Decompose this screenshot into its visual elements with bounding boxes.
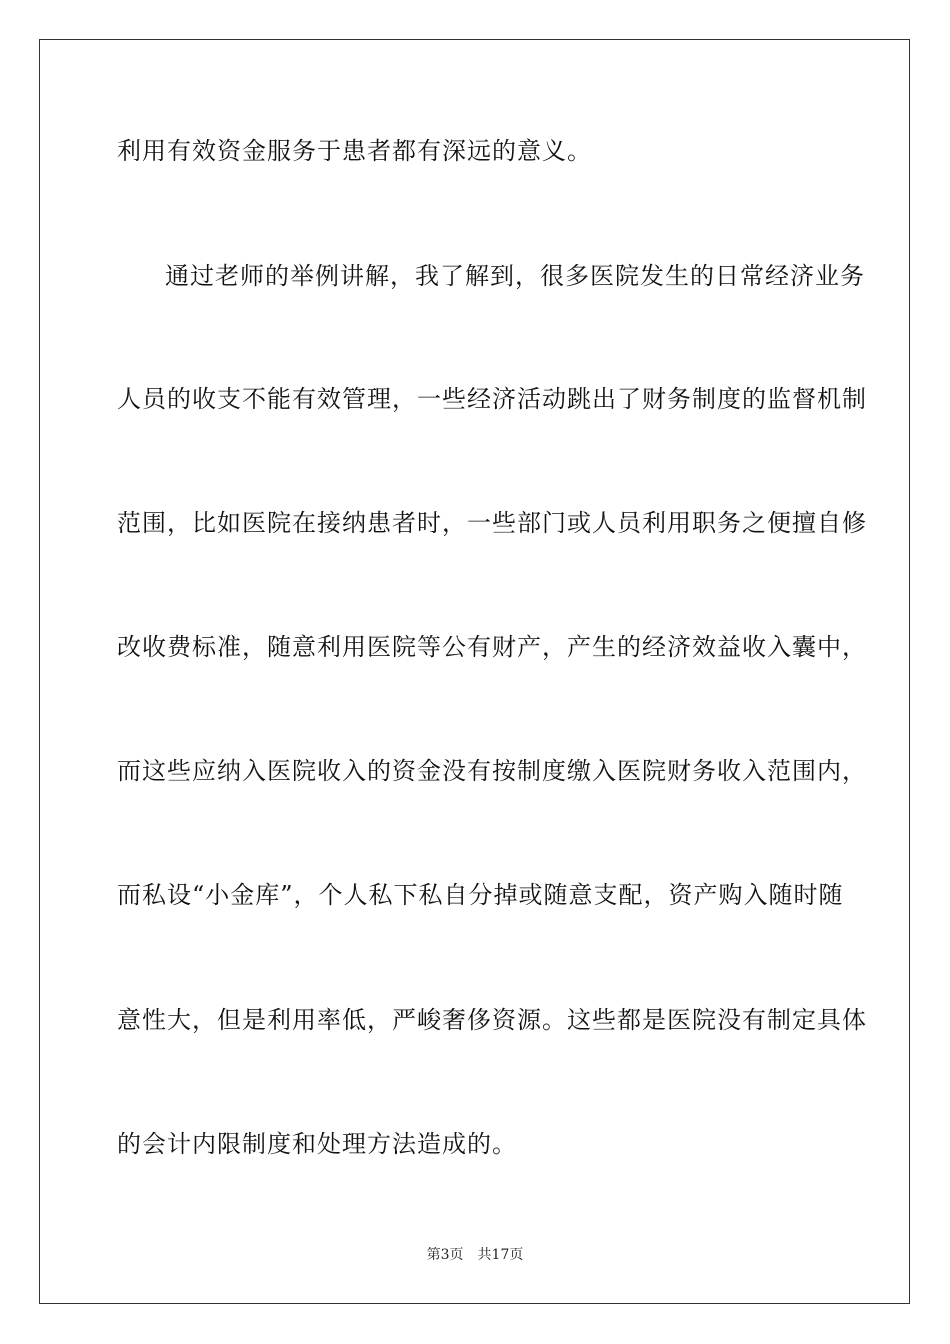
page-border (39, 39, 910, 1304)
text-line-4: 范围，比如医院在接纳患者时，一些部门或人员利用职务之便擅自修 (117, 509, 867, 537)
text-line-6: 而这些应纳入医院收入的资金没有按制度缴入医院财务收入范围内， (117, 757, 867, 785)
text-line-9: 的会计内限制度和处理方法造成的。 (117, 1130, 517, 1158)
text-line-5: 改收费标准，随意利用医院等公有财产，产生的经济效益收入囊中， (117, 633, 867, 661)
text-line-2: 通过老师的举例讲解，我了解到，很多医院发生的日常经济业务 (165, 262, 865, 290)
text-line-1: 利用有效资金服务于患者都有深远的意义。 (117, 137, 592, 165)
text-line-3: 人员的收支不能有效管理，一些经济活动跳出了财务制度的监督机制 (117, 385, 867, 413)
text-line-7: 而私设“小金库”，个人私下私自分掉或随意支配，资产购入随时随 (117, 881, 844, 909)
page-total: 共17页 (477, 1247, 524, 1263)
page-number: 第3页 (426, 1247, 464, 1263)
text-line-8: 意性大，但是利用率低，严峻奢侈资源。这些都是医院没有制定具体 (117, 1006, 867, 1034)
page-footer (0, 1246, 950, 1264)
